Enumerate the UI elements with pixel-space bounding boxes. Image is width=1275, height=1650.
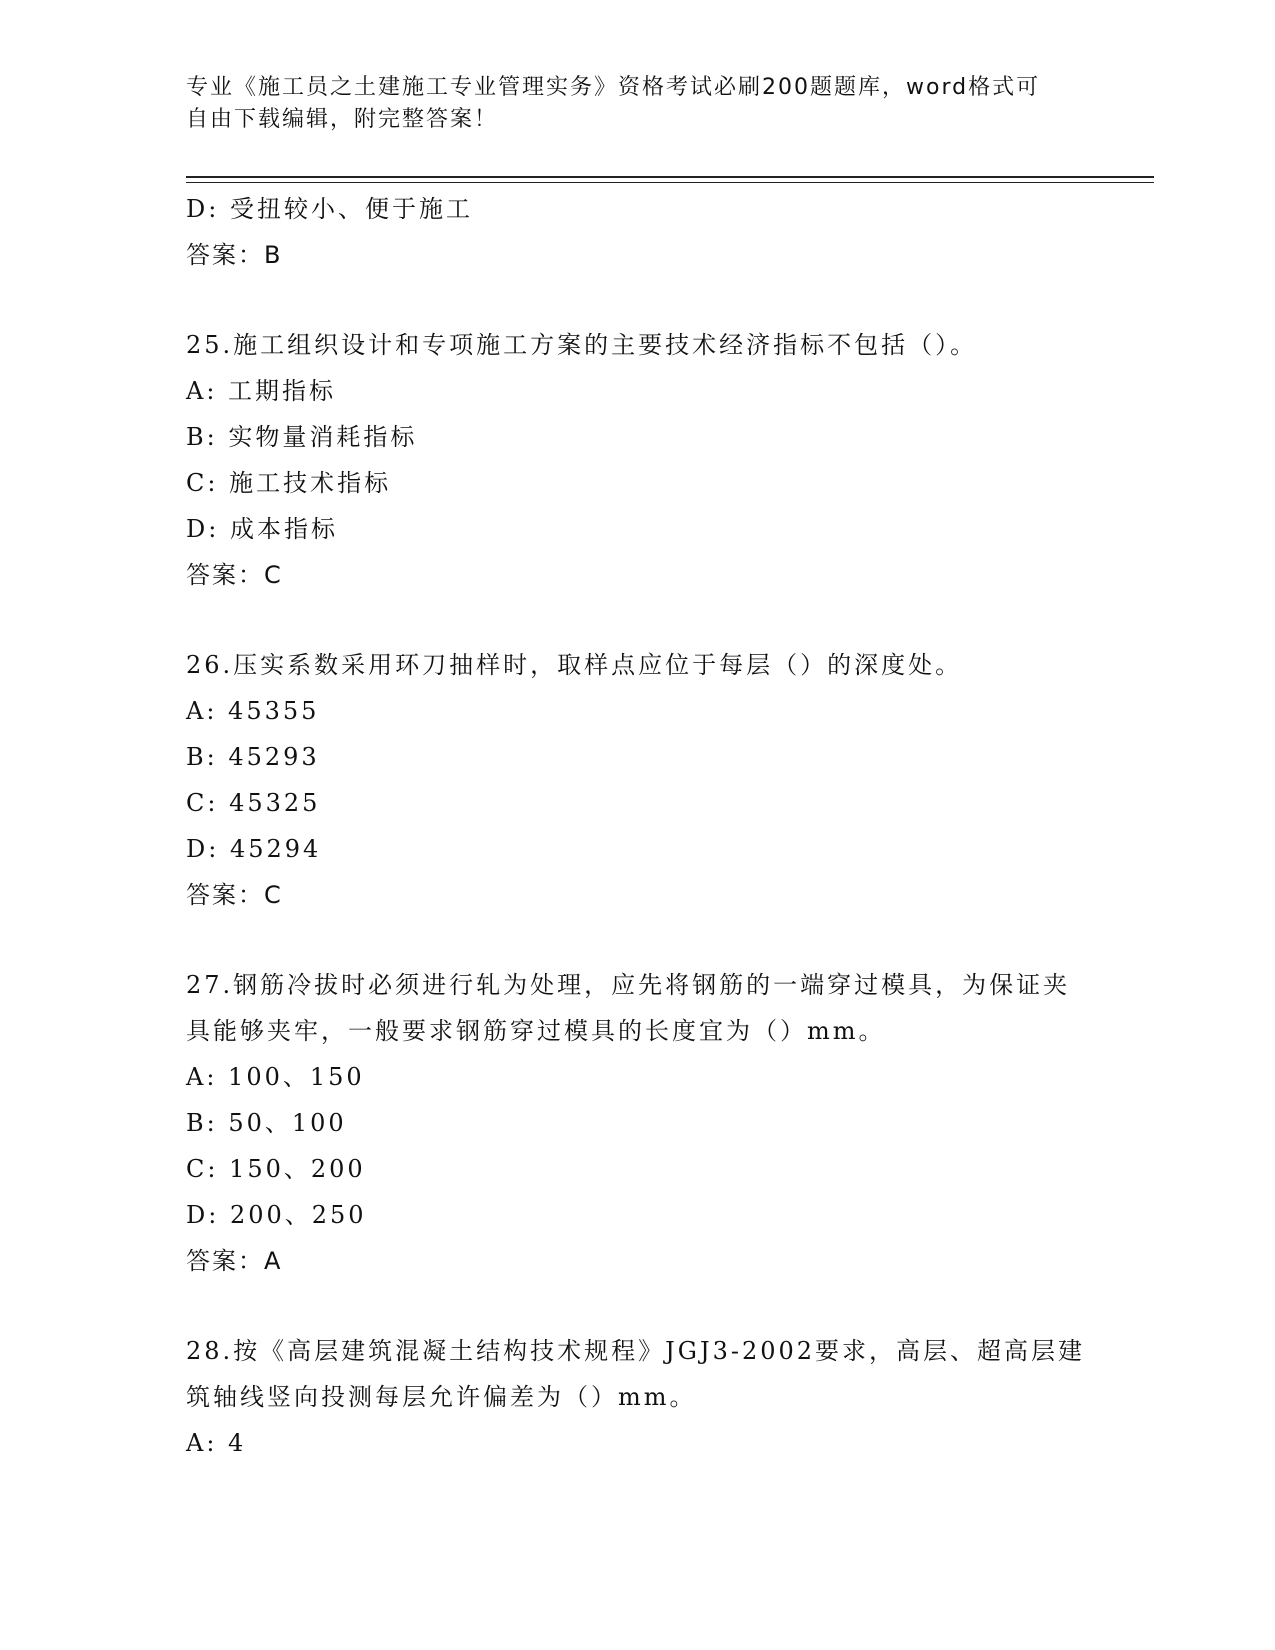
option-d: D: 受扭较小、便于施工 [186, 195, 473, 223]
option-b: B: 实物量消耗指标 [186, 423, 418, 451]
question-text: 27.钢筋冷拔时必须进行轧为处理，应先将钢筋的一端穿过模具，为保证夹具能够夹牢，一般要求钢筋穿过模具的长度宜为（）mm。 [186, 971, 1071, 1045]
option-a: A: 45355 [186, 697, 320, 725]
option-a: A: 4 [186, 1429, 247, 1457]
answer-line: 答案：C [186, 561, 283, 589]
header-line-1: 专业《施工员之土建施工专业管理实务》资格考试必刷200题题库，word格式可 [186, 75, 1041, 100]
option-b: B: 45293 [186, 743, 320, 771]
question-text: 28.按《高层建筑混凝土结构技术规程》JGJ3-2002要求，高层、超高层建筑轴线竖向投测每层允许偏差为（）mm。 [186, 1337, 1086, 1411]
option-b: B: 50、100 [186, 1109, 347, 1137]
question-25 [186, 322, 1106, 598]
question-list [186, 186, 1106, 1466]
answer-line: 答案：B [186, 241, 283, 269]
answer-line: 答案：C [186, 881, 283, 909]
option-c: C: 施工技术指标 [186, 469, 392, 497]
header-rule-thick [186, 176, 1154, 178]
header-line-2: 自由下载编辑，附完整答案！ [186, 107, 499, 132]
option-d: D: 成本指标 [186, 515, 338, 543]
question-28 [186, 1328, 1106, 1466]
question-27 [186, 962, 1106, 1284]
option-d: D: 45294 [186, 835, 322, 863]
document-header [186, 72, 1066, 136]
option-a: A: 工期指标 [186, 377, 337, 405]
option-a: A: 100、150 [186, 1063, 365, 1091]
header-rule-thin [186, 182, 1154, 183]
option-c: C: 45325 [186, 789, 321, 817]
question-24-tail [186, 186, 1106, 278]
option-c: C: 150、200 [186, 1155, 366, 1183]
question-text: 25.施工组织设计和专项施工方案的主要技术经济指标不包括（）。 [186, 331, 978, 359]
question-26 [186, 642, 1106, 918]
answer-line: 答案：A [186, 1247, 283, 1275]
option-d: D: 200、250 [186, 1201, 367, 1229]
question-text: 26.压实系数采用环刀抽样时，取样点应位于每层（）的深度处。 [186, 651, 963, 679]
